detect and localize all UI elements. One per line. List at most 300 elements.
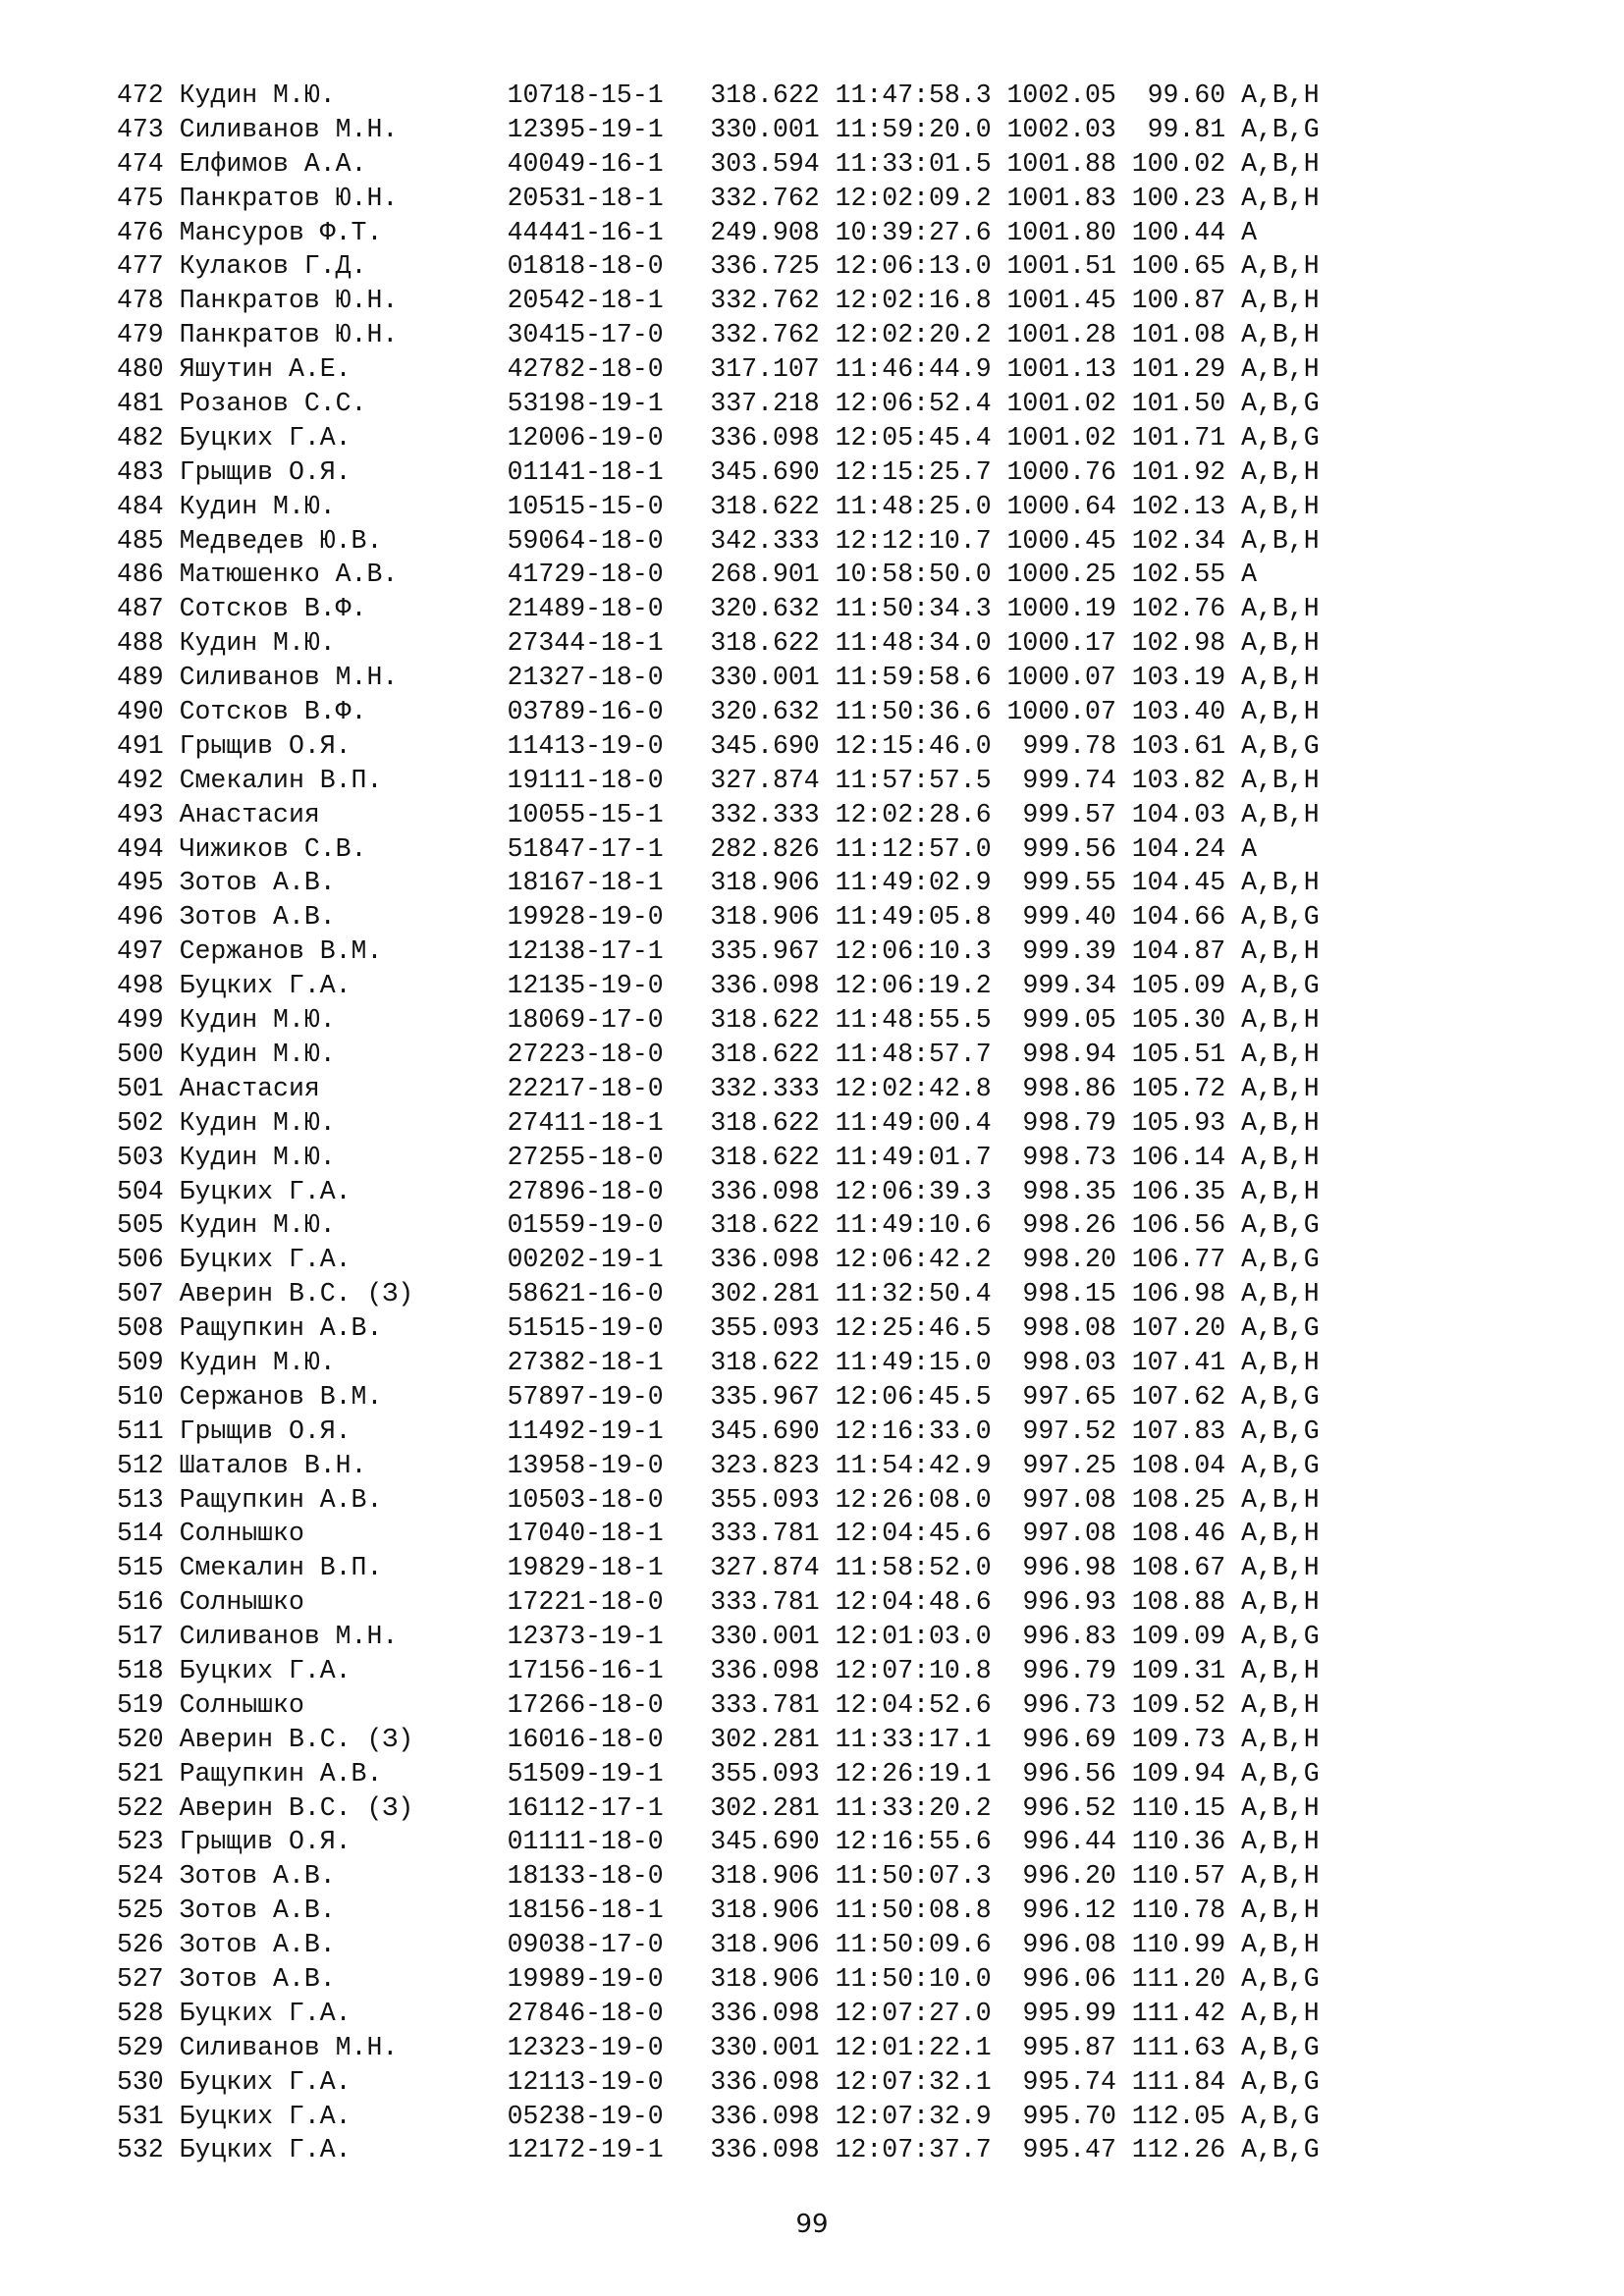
table-row (117, 1757, 1320, 1791)
speed: 998.79 (1022, 1107, 1116, 1138)
speed: 1000.07 (1006, 663, 1116, 693)
distance: 318.906 (710, 1896, 820, 1926)
arrival-time: 11:58:52.0 (835, 1553, 992, 1583)
table-row (117, 1483, 1320, 1518)
speed: 1001.88 (1006, 148, 1116, 179)
coefficient: 106.98 (1131, 1279, 1226, 1309)
table-row (117, 1243, 1320, 1277)
class-list: A,B,G (1241, 1415, 1320, 1446)
participant-name: Сержанов В.М. (179, 936, 383, 967)
class-list: A,B,G (1241, 1758, 1320, 1789)
distance: 318.622 (710, 1005, 820, 1036)
speed: 998.03 (1022, 1347, 1116, 1377)
table-row (117, 1141, 1320, 1175)
coefficient: 101.50 (1131, 389, 1226, 419)
coefficient: 108.25 (1131, 1484, 1226, 1515)
table-row (117, 832, 1320, 867)
row-number: 499 (117, 1005, 164, 1036)
arrival-time: 11:46:44.9 (835, 354, 992, 385)
ring-code: 27344-18-1 (507, 628, 664, 659)
class-list: A,B,H (1241, 1587, 1320, 1618)
speed: 998.86 (1022, 1073, 1116, 1103)
speed: 996.83 (1022, 1622, 1116, 1652)
speed: 1001.13 (1006, 354, 1116, 385)
distance: 302.281 (710, 1279, 820, 1309)
speed: 1001.28 (1006, 320, 1116, 350)
speed: 1000.25 (1006, 560, 1116, 590)
table-row (117, 592, 1320, 626)
participant-name: Сержанов В.М. (179, 1381, 383, 1412)
ring-code: 17266-18-0 (507, 1689, 664, 1720)
participant-name: Солнышко (179, 1689, 304, 1720)
speed: 997.65 (1022, 1381, 1116, 1412)
class-list: A,B,H (1241, 1998, 1320, 2028)
coefficient: 100.65 (1131, 251, 1226, 282)
participant-name: Розанов С.С. (179, 389, 367, 419)
table-row (117, 387, 1320, 421)
table-row (117, 1003, 1320, 1038)
speed: 1001.45 (1006, 286, 1116, 316)
coefficient: 110.15 (1131, 1792, 1226, 1823)
ring-code: 18069-17-0 (507, 1005, 664, 1036)
row-number: 505 (117, 1210, 164, 1241)
class-list: A (1241, 833, 1257, 864)
ring-code: 18133-18-0 (507, 1861, 664, 1892)
ring-code: 12135-19-0 (507, 971, 664, 1001)
class-list: A,B,G (1241, 1450, 1320, 1480)
row-number: 483 (117, 456, 164, 487)
row-number: 473 (117, 114, 164, 144)
row-number: 526 (117, 1930, 164, 1960)
distance: 355.093 (710, 1758, 820, 1789)
results-list (117, 79, 1320, 2167)
class-list: A,B,G (1241, 422, 1320, 453)
participant-name: Ращупкин А.В. (179, 1484, 383, 1515)
ring-code: 20542-18-1 (507, 286, 664, 316)
coefficient: 105.51 (1131, 1039, 1226, 1069)
distance: 327.874 (710, 1553, 820, 1583)
ring-code: 18167-18-1 (507, 868, 664, 898)
class-list: A,B,H (1241, 1347, 1320, 1377)
ring-code: 30415-17-0 (507, 320, 664, 350)
arrival-time: 12:26:08.0 (835, 1484, 992, 1515)
distance: 332.762 (710, 320, 820, 350)
coefficient: 105.72 (1131, 1073, 1226, 1103)
arrival-time: 12:07:32.1 (835, 2066, 992, 2097)
arrival-time: 12:05:45.4 (835, 422, 992, 453)
arrival-time: 11:48:57.7 (835, 1039, 992, 1069)
distance: 332.762 (710, 286, 820, 316)
distance: 327.874 (710, 765, 820, 795)
class-list: A,B,H (1241, 1107, 1320, 1138)
row-number: 477 (117, 251, 164, 282)
row-number: 500 (117, 1039, 164, 1069)
coefficient: 102.55 (1131, 560, 1226, 590)
arrival-time: 12:06:39.3 (835, 1176, 992, 1206)
arrival-time: 12:06:10.3 (835, 936, 992, 967)
participant-name: Кудин М.Ю. (179, 1005, 336, 1036)
row-number: 494 (117, 833, 164, 864)
coefficient: 103.19 (1131, 663, 1226, 693)
participant-name: Аверин В.С. (З) (179, 1279, 414, 1309)
arrival-time: 11:33:01.5 (835, 148, 992, 179)
speed: 1000.64 (1006, 491, 1116, 521)
participant-name: Панкратов Ю.Н. (179, 320, 399, 350)
speed: 997.08 (1022, 1519, 1116, 1549)
speed: 999.78 (1022, 730, 1116, 761)
participant-name: Солнышко (179, 1519, 304, 1549)
table-row (117, 1688, 1320, 1723)
table-row (117, 216, 1320, 250)
speed: 996.79 (1022, 1655, 1116, 1685)
coefficient: 102.98 (1131, 628, 1226, 659)
arrival-time: 10:58:50.0 (835, 560, 992, 590)
table-row (117, 1380, 1320, 1415)
speed: 996.69 (1022, 1724, 1116, 1754)
speed: 997.08 (1022, 1484, 1116, 1515)
class-list: A,B,G (1241, 1245, 1320, 1275)
ring-code: 17221-18-0 (507, 1587, 664, 1618)
ring-code: 20531-18-1 (507, 183, 664, 213)
row-number: 502 (117, 1107, 164, 1138)
class-list: A,B,H (1241, 594, 1320, 624)
table-row (117, 695, 1320, 729)
ring-code: 12006-19-0 (507, 422, 664, 453)
table-row (117, 798, 1320, 832)
participant-name: Смекалин В.П. (179, 1553, 383, 1583)
ring-code: 10055-15-1 (507, 799, 664, 829)
speed: 996.98 (1022, 1553, 1116, 1583)
participant-name: Сотсков В.Ф. (179, 594, 367, 624)
participant-name: Зотов А.В. (179, 1861, 336, 1892)
coefficient: 100.02 (1131, 148, 1226, 179)
distance: 336.098 (710, 422, 820, 453)
speed: 995.47 (1022, 2135, 1116, 2165)
coefficient: 111.20 (1131, 1963, 1226, 1994)
ring-code: 01111-18-0 (507, 1827, 664, 1857)
participant-name: Кудин М.Ю. (179, 491, 336, 521)
arrival-time: 12:02:09.2 (835, 183, 992, 213)
participant-name: Грыщив О.Я. (179, 1415, 352, 1446)
ring-code: 19111-18-0 (507, 765, 664, 795)
distance: 332.333 (710, 1073, 820, 1103)
arrival-time: 11:33:17.1 (835, 1724, 992, 1754)
ring-code: 51509-19-1 (507, 1758, 664, 1789)
coefficient: 112.26 (1131, 2135, 1226, 2165)
class-list: A,B,H (1241, 1792, 1320, 1823)
row-number: 489 (117, 663, 164, 693)
row-number: 519 (117, 1689, 164, 1720)
distance: 330.001 (710, 663, 820, 693)
coefficient: 110.36 (1131, 1827, 1226, 1857)
speed: 996.44 (1022, 1827, 1116, 1857)
distance: 318.622 (710, 1039, 820, 1069)
coefficient: 109.31 (1131, 1655, 1226, 1685)
row-number: 530 (117, 2066, 164, 2097)
ring-code: 19989-19-0 (507, 1963, 664, 1994)
distance: 332.333 (710, 799, 820, 829)
row-number: 531 (117, 2101, 164, 2131)
participant-name: Анастасия (179, 1073, 320, 1103)
arrival-time: 12:16:33.0 (835, 1415, 992, 1446)
ring-code: 09038-17-0 (507, 1930, 664, 1960)
coefficient: 110.99 (1131, 1930, 1226, 1960)
participant-name: Смекалин В.П. (179, 765, 383, 795)
participant-name: Буцких Г.А. (179, 2101, 352, 2131)
class-list: A,B,G (1241, 389, 1320, 419)
coefficient: 108.46 (1131, 1519, 1226, 1549)
row-number: 524 (117, 1861, 164, 1892)
distance: 317.107 (710, 354, 820, 385)
class-list: A,B,H (1241, 491, 1320, 521)
row-number: 510 (117, 1381, 164, 1412)
ring-code: 11492-19-1 (507, 1415, 664, 1446)
participant-name: Медведев Ю.В. (179, 525, 383, 556)
table-row (117, 421, 1320, 455)
class-list: A,B,H (1241, 1519, 1320, 1549)
coefficient: 112.05 (1131, 2101, 1226, 2131)
ring-code: 53198-19-1 (507, 389, 664, 419)
participant-name: Чижиков С.В. (179, 833, 367, 864)
coefficient: 102.13 (1131, 491, 1226, 521)
participant-name: Кудин М.Ю. (179, 1142, 336, 1172)
ring-code: 27223-18-0 (507, 1039, 664, 1069)
row-number: 523 (117, 1827, 164, 1857)
arrival-time: 12:04:52.6 (835, 1689, 992, 1720)
ring-code: 12373-19-1 (507, 1622, 664, 1652)
distance: 342.333 (710, 525, 820, 556)
table-row (117, 1311, 1320, 1346)
table-row (117, 1825, 1320, 1859)
participant-name: Зотов А.В. (179, 1896, 336, 1926)
row-number: 512 (117, 1450, 164, 1480)
table-row (117, 284, 1320, 318)
speed: 996.56 (1022, 1758, 1116, 1789)
arrival-time: 12:07:32.9 (835, 2101, 992, 2131)
participant-name: Силиванов М.Н. (179, 663, 399, 693)
class-list: A,B,H (1241, 1005, 1320, 1036)
participant-name: Сотсков В.Ф. (179, 697, 367, 727)
ring-code: 01141-18-1 (507, 456, 664, 487)
table-row (117, 1346, 1320, 1380)
ring-code: 21489-18-0 (507, 594, 664, 624)
arrival-time: 12:15:46.0 (835, 730, 992, 761)
distance: 318.622 (710, 1347, 820, 1377)
participant-name: Аверин В.С. (З) (179, 1792, 414, 1823)
distance: 336.098 (710, 2135, 820, 2165)
row-number: 529 (117, 2032, 164, 2062)
ring-code: 59064-18-0 (507, 525, 664, 556)
arrival-time: 11:49:00.4 (835, 1107, 992, 1138)
class-list: A,B,H (1241, 936, 1320, 967)
distance: 337.218 (710, 389, 820, 419)
row-number: 517 (117, 1622, 164, 1652)
participant-name: Буцких Г.А. (179, 1176, 352, 1206)
coefficient: 102.34 (1131, 525, 1226, 556)
ring-code: 51515-19-0 (507, 1313, 664, 1344)
coefficient: 101.71 (1131, 422, 1226, 453)
row-number: 527 (117, 1963, 164, 1994)
arrival-time: 11:50:07.3 (835, 1861, 992, 1892)
arrival-time: 11:49:05.8 (835, 902, 992, 933)
ring-code: 57897-19-0 (507, 1381, 664, 1412)
row-number: 516 (117, 1587, 164, 1618)
ring-code: 12113-19-0 (507, 2066, 664, 2097)
ring-code: 19928-19-0 (507, 902, 664, 933)
speed: 1000.45 (1006, 525, 1116, 556)
speed: 999.74 (1022, 765, 1116, 795)
coefficient: 104.45 (1131, 868, 1226, 898)
row-number: 495 (117, 868, 164, 898)
participant-name: Зотов А.В. (179, 1930, 336, 1960)
row-number: 504 (117, 1176, 164, 1206)
table-row (117, 1106, 1320, 1141)
table-row (117, 969, 1320, 1003)
distance: 330.001 (710, 1622, 820, 1652)
arrival-time: 11:48:34.0 (835, 628, 992, 659)
speed: 995.99 (1022, 1998, 1116, 2028)
row-number: 497 (117, 936, 164, 967)
arrival-time: 12:07:37.7 (835, 2135, 992, 2165)
table-row (117, 2065, 1320, 2100)
class-list: A,B,H (1241, 320, 1320, 350)
participant-name: Зотов А.В. (179, 1963, 336, 1994)
participant-name: Матюшенко А.В. (179, 560, 399, 590)
row-number: 481 (117, 389, 164, 419)
arrival-time: 11:48:55.5 (835, 1005, 992, 1036)
speed: 998.94 (1022, 1039, 1116, 1069)
arrival-time: 12:07:27.0 (835, 1998, 992, 2028)
distance: 345.690 (710, 730, 820, 761)
class-list: A,B,H (1241, 1484, 1320, 1515)
table-row (117, 352, 1320, 387)
participant-name: Ращупкин А.В. (179, 1758, 383, 1789)
speed: 1001.02 (1006, 389, 1116, 419)
speed: 996.52 (1022, 1792, 1116, 1823)
arrival-time: 11:49:15.0 (835, 1347, 992, 1377)
ring-code: 27255-18-0 (507, 1142, 664, 1172)
ring-code: 05238-19-0 (507, 2101, 664, 2131)
table-row (117, 1859, 1320, 1894)
ring-code: 51847-17-1 (507, 833, 664, 864)
distance: 336.098 (710, 2101, 820, 2131)
distance: 318.906 (710, 902, 820, 933)
distance: 336.098 (710, 1245, 820, 1275)
ring-code: 21327-18-0 (507, 663, 664, 693)
distance: 302.281 (710, 1724, 820, 1754)
arrival-time: 11:50:10.0 (835, 1963, 992, 1994)
speed: 996.20 (1022, 1861, 1116, 1892)
speed: 999.34 (1022, 971, 1116, 1001)
table-row (117, 79, 1320, 113)
speed: 996.93 (1022, 1587, 1116, 1618)
row-number: 508 (117, 1313, 164, 1344)
row-number: 482 (117, 422, 164, 453)
row-number: 532 (117, 2135, 164, 2165)
table-row (117, 626, 1320, 661)
speed: 996.06 (1022, 1963, 1116, 1994)
class-list: A,B,H (1241, 1039, 1320, 1069)
participant-name: Буцких Г.А. (179, 971, 352, 1001)
coefficient: 99.60 (1147, 80, 1226, 110)
arrival-time: 12:02:20.2 (835, 320, 992, 350)
coefficient: 109.73 (1131, 1724, 1226, 1754)
participant-name: Мансуров Ф.Т. (179, 217, 383, 247)
coefficient: 104.87 (1131, 936, 1226, 967)
arrival-time: 12:04:45.6 (835, 1519, 992, 1549)
ring-code: 41729-18-0 (507, 560, 664, 590)
table-row (117, 490, 1320, 524)
table-row (117, 1208, 1320, 1243)
class-list: A,B,H (1241, 868, 1320, 898)
arrival-time: 11:50:09.6 (835, 1930, 992, 1960)
coefficient: 100.23 (1131, 183, 1226, 213)
coefficient: 101.92 (1131, 456, 1226, 487)
table-row (117, 1415, 1320, 1449)
table-row (117, 558, 1320, 592)
table-row (117, 2133, 1320, 2167)
arrival-time: 11:49:02.9 (835, 868, 992, 898)
ring-code: 03789-16-0 (507, 697, 664, 727)
arrival-time: 12:01:22.1 (835, 2032, 992, 2062)
participant-name: Кудин М.Ю. (179, 628, 336, 659)
arrival-time: 11:59:58.6 (835, 663, 992, 693)
ring-code: 27846-18-0 (507, 1998, 664, 2028)
coefficient: 103.40 (1131, 697, 1226, 727)
participant-name: Аверин В.С. (З) (179, 1724, 414, 1754)
distance: 336.098 (710, 2066, 820, 2097)
row-number: 515 (117, 1553, 164, 1583)
class-list: A,B,G (1241, 114, 1320, 144)
table-row (117, 147, 1320, 182)
table-row (117, 113, 1320, 147)
ring-code: 44441-16-1 (507, 217, 664, 247)
distance: 336.098 (710, 1998, 820, 2028)
arrival-time: 12:16:55.6 (835, 1827, 992, 1857)
speed: 1001.51 (1006, 251, 1116, 282)
page-number: 99 (795, 2210, 829, 2239)
distance: 335.967 (710, 936, 820, 967)
ring-code: 27896-18-0 (507, 1176, 664, 1206)
class-list: A,B,H (1241, 663, 1320, 693)
class-list: A,B,G (1241, 1622, 1320, 1652)
row-number: 498 (117, 971, 164, 1001)
table-row (117, 1791, 1320, 1826)
distance: 336.098 (710, 971, 820, 1001)
arrival-time: 11:47:58.3 (835, 80, 992, 110)
arrival-time: 10:39:27.6 (835, 217, 992, 247)
table-row (117, 1038, 1320, 1072)
ring-code: 27382-18-1 (507, 1347, 664, 1377)
arrival-time: 12:25:46.5 (835, 1313, 992, 1344)
arrival-time: 12:04:48.6 (835, 1587, 992, 1618)
ring-code: 17040-18-1 (507, 1519, 664, 1549)
row-number: 496 (117, 902, 164, 933)
ring-code: 17156-16-1 (507, 1655, 664, 1685)
table-row (117, 1894, 1320, 1928)
speed: 998.73 (1022, 1142, 1116, 1172)
row-number: 475 (117, 183, 164, 213)
distance: 268.901 (710, 560, 820, 590)
coefficient: 105.09 (1131, 971, 1226, 1001)
distance: 303.594 (710, 148, 820, 179)
ring-code: 42782-18-0 (507, 354, 664, 385)
table-row (117, 1277, 1320, 1311)
arrival-time: 12:12:10.7 (835, 525, 992, 556)
arrival-time: 11:50:08.8 (835, 1896, 992, 1926)
class-list: A,B,G (1241, 2101, 1320, 2131)
table-row (117, 249, 1320, 284)
